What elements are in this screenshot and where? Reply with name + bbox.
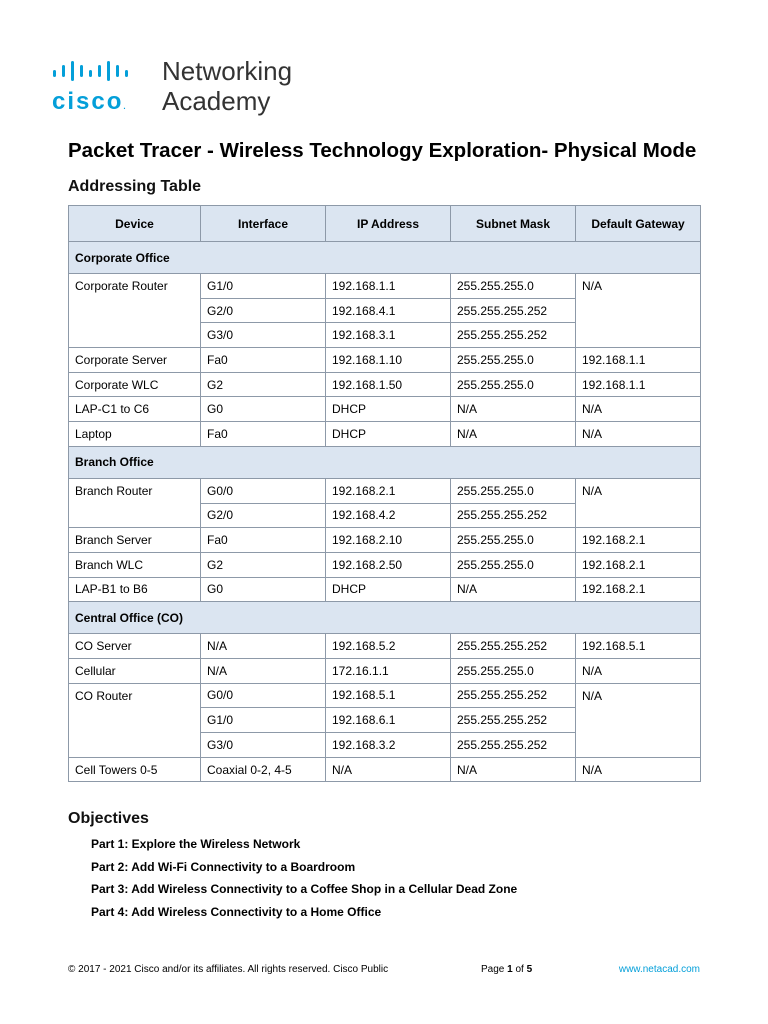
cell-device: Branch Server xyxy=(69,528,201,553)
cell-ip-address: 192.168.5.1 xyxy=(326,683,451,708)
cell-subnet-mask: N/A xyxy=(451,577,576,602)
page-number: Page 1 of 5 xyxy=(481,964,533,975)
cell-ip-address: DHCP xyxy=(326,577,451,602)
cell-default-gateway: 192.168.5.1 xyxy=(576,634,701,659)
netacad-link[interactable]: www.netacad.com xyxy=(618,964,700,975)
cell-subnet-mask: 255.255.255.0 xyxy=(451,528,576,553)
cell-default-gateway: 192.168.2.1 xyxy=(576,528,701,553)
cell-device: Cell Towers 0-5 xyxy=(69,757,201,782)
cell-default-gateway: N/A xyxy=(576,397,701,422)
cell-default-gateway: N/A xyxy=(576,422,701,447)
cell-interface: Fa0 xyxy=(201,528,326,553)
cell-ip-address: 192.168.2.50 xyxy=(326,552,451,577)
cell-subnet-mask: 255.255.255.252 xyxy=(451,733,576,758)
cell-device: LAP-B1 to B6 xyxy=(69,577,201,602)
table-row xyxy=(69,528,701,553)
objectives-list xyxy=(91,836,517,926)
cell-subnet-mask: 255.255.255.252 xyxy=(451,683,576,708)
column-header-ip-address: IP Address xyxy=(326,206,451,242)
cell-default-gateway: N/A xyxy=(576,658,701,683)
cell-subnet-mask: 255.255.255.252 xyxy=(451,503,576,528)
cell-subnet-mask: N/A xyxy=(451,757,576,782)
cell-device: CO Router xyxy=(69,683,201,757)
cell-subnet-mask: 255.255.255.252 xyxy=(451,634,576,659)
cell-subnet-mask: N/A xyxy=(451,397,576,422)
section-row xyxy=(69,242,701,274)
cell-device: Branch WLC xyxy=(69,552,201,577)
cell-default-gateway: 192.168.1.1 xyxy=(576,348,701,373)
cell-interface: Fa0 xyxy=(201,348,326,373)
cell-interface: G3/0 xyxy=(201,733,326,758)
objective-item: Part 4: Add Wireless Connectivity to a Home Office xyxy=(91,904,382,919)
cell-default-gateway: N/A xyxy=(576,757,701,782)
cell-device: Corporate Router xyxy=(69,274,201,348)
cell-device: Branch Router xyxy=(69,478,201,527)
section-label: Corporate Office xyxy=(69,242,701,274)
table-row xyxy=(69,658,701,683)
cell-subnet-mask: 255.255.255.252 xyxy=(451,298,576,323)
cell-default-gateway: N/A xyxy=(576,683,701,757)
cell-ip-address: 172.16.1.1 xyxy=(326,658,451,683)
cell-ip-address: 192.168.1.50 xyxy=(326,372,451,397)
addressing-table xyxy=(68,205,701,782)
cell-ip-address: 192.168.5.2 xyxy=(326,634,451,659)
cell-subnet-mask: 255.255.255.0 xyxy=(451,372,576,397)
cell-subnet-mask: N/A xyxy=(451,422,576,447)
cisco-networking-academy-logo xyxy=(52,57,312,117)
table-row xyxy=(69,552,701,577)
table-row xyxy=(69,634,701,659)
cell-device: Laptop xyxy=(69,422,201,447)
brand-line-networking: Networking xyxy=(162,56,293,86)
addressing-table-heading: Addressing Table xyxy=(68,178,202,195)
table-row xyxy=(69,757,701,782)
cell-ip-address: 192.168.3.2 xyxy=(326,733,451,758)
cell-ip-address: DHCP xyxy=(326,397,451,422)
cell-ip-address: N/A xyxy=(326,757,451,782)
cell-interface: G3/0 xyxy=(201,323,326,348)
cell-subnet-mask: 255.255.255.0 xyxy=(451,274,576,299)
table-row xyxy=(69,577,701,602)
section-label: Central Office (CO) xyxy=(69,602,701,634)
cell-subnet-mask: 255.255.255.0 xyxy=(451,348,576,373)
cisco-bars-icon xyxy=(52,61,152,83)
cell-subnet-mask: 255.255.255.252 xyxy=(451,708,576,733)
cell-interface: G0/0 xyxy=(201,478,326,503)
cell-interface: Coaxial 0-2, 4-5 xyxy=(201,757,326,782)
cell-device: LAP-C1 to C6 xyxy=(69,397,201,422)
cell-ip-address: 192.168.2.10 xyxy=(326,528,451,553)
cell-interface: G2 xyxy=(201,372,326,397)
cell-interface: G2/0 xyxy=(201,298,326,323)
table-row xyxy=(69,348,701,373)
cell-subnet-mask: 255.255.255.0 xyxy=(451,658,576,683)
table-row xyxy=(69,478,701,503)
cell-device: Corporate WLC xyxy=(69,372,201,397)
cell-subnet-mask: 255.255.255.0 xyxy=(451,552,576,577)
cell-subnet-mask: 255.255.255.252 xyxy=(451,323,576,348)
section-row xyxy=(69,446,701,478)
cell-interface: G0/0 xyxy=(201,683,326,708)
cell-default-gateway: 192.168.1.1 xyxy=(576,372,701,397)
cell-default-gateway: 192.168.2.1 xyxy=(576,577,701,602)
objective-item: Part 1: Explore the Wireless Network xyxy=(91,837,301,851)
table-row xyxy=(69,274,701,299)
cell-device: Cellular xyxy=(69,658,201,683)
cell-interface: G0 xyxy=(201,577,326,602)
cell-ip-address: 192.168.3.1 xyxy=(326,323,451,348)
table-row xyxy=(69,397,701,422)
cell-ip-address: 192.168.4.2 xyxy=(326,503,451,528)
table-row xyxy=(69,422,701,447)
cell-device: Corporate Server xyxy=(69,348,201,373)
column-header-device: Device xyxy=(69,206,201,242)
column-header-subnet-mask: Subnet Mask xyxy=(451,206,576,242)
section-row xyxy=(69,602,701,634)
table-header-row xyxy=(69,206,701,242)
cell-ip-address: 192.168.1.10 xyxy=(326,348,451,373)
section-label: Branch Office xyxy=(69,446,701,478)
cell-ip-address: DHCP xyxy=(326,422,451,447)
cell-subnet-mask: 255.255.255.0 xyxy=(451,478,576,503)
cell-default-gateway: N/A xyxy=(576,274,701,348)
cell-interface: G0 xyxy=(201,397,326,422)
cell-default-gateway: 192.168.2.1 xyxy=(576,552,701,577)
cell-interface: Fa0 xyxy=(201,422,326,447)
cell-interface: G1/0 xyxy=(201,274,326,299)
cell-ip-address: 192.168.1.1 xyxy=(326,274,451,299)
cell-interface: G1/0 xyxy=(201,708,326,733)
cell-ip-address: 192.168.2.1 xyxy=(326,478,451,503)
page-footer xyxy=(68,964,700,978)
cell-interface: G2 xyxy=(201,552,326,577)
cell-interface: G2/0 xyxy=(201,503,326,528)
cell-ip-address: 192.168.4.1 xyxy=(326,298,451,323)
cell-interface: N/A xyxy=(201,658,326,683)
cell-device: CO Server xyxy=(69,634,201,659)
objective-item: Part 2: Add Wi-Fi Connectivity to a Boardroom xyxy=(91,859,356,874)
column-header-default-gateway: Default Gateway xyxy=(576,206,701,242)
cell-default-gateway: N/A xyxy=(576,478,701,527)
table-row xyxy=(69,683,701,708)
cell-ip-address: 192.168.6.1 xyxy=(326,708,451,733)
objective-item: Part 3: Add Wireless Connectivity to a Coffee Shop in a Cellular Dead Zone xyxy=(91,882,518,896)
copyright-text: © 2017 - 2021 Cisco and/or its affiliates. All rights reserved. Cisco Public xyxy=(68,964,389,975)
objectives-heading: Objectives xyxy=(68,810,149,827)
brand-line-academy: Academy xyxy=(162,86,271,116)
document-title: Packet Tracer - Wireless Technology Exploration- Physical Mode xyxy=(68,139,697,162)
cell-interface: N/A xyxy=(201,634,326,659)
column-header-interface: Interface xyxy=(201,206,326,242)
cisco-wordmark: cisco. xyxy=(52,88,126,115)
table-row xyxy=(69,372,701,397)
